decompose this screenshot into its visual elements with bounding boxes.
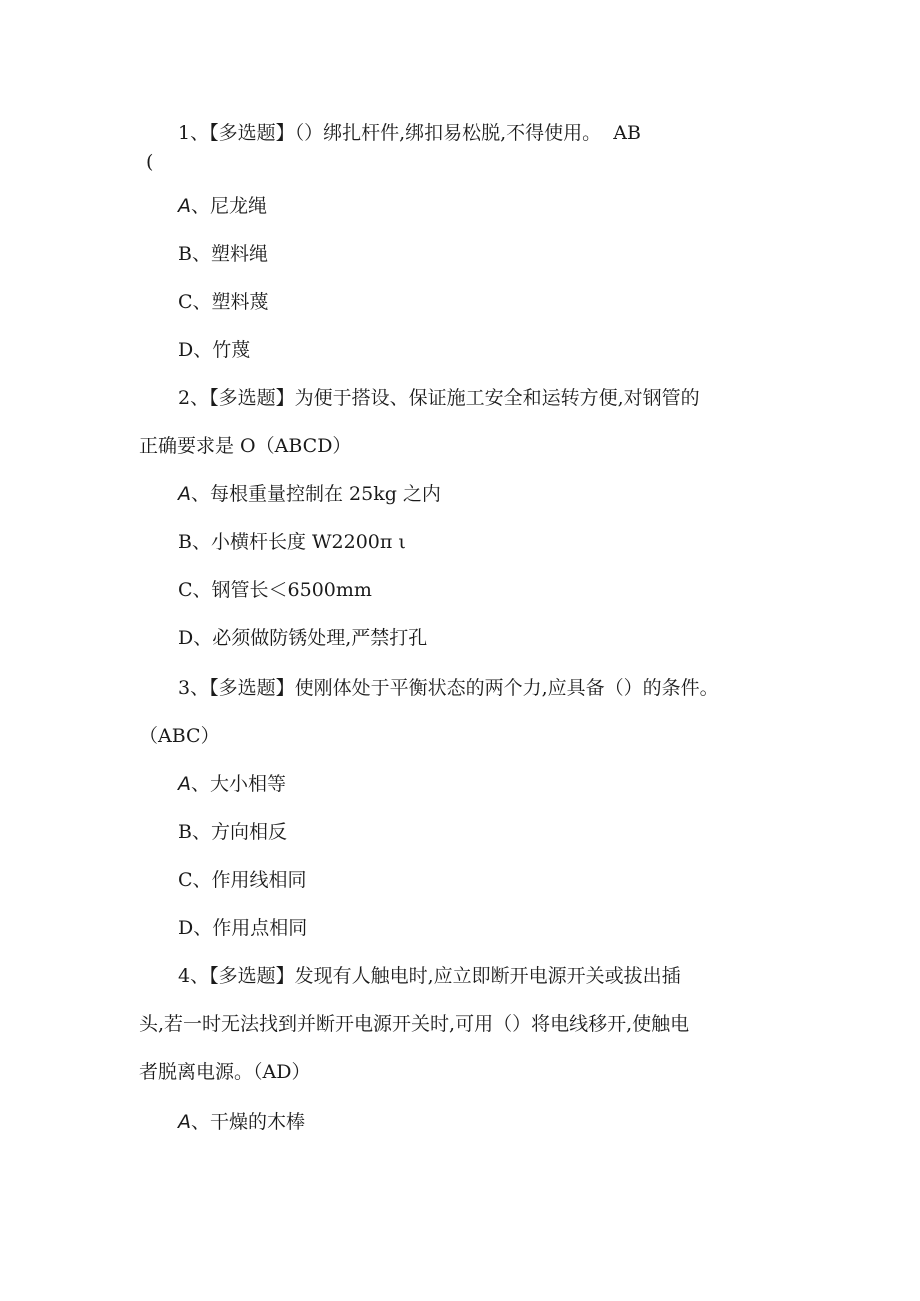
option-letter: B (178, 821, 192, 843)
question-2-option-d (178, 626, 427, 650)
question-2-option-a (178, 482, 441, 506)
option-text: 、竹蔑 (193, 339, 251, 361)
question-3-option-c (178, 868, 307, 892)
option-letter: B (178, 243, 192, 265)
question-3-line-1: 3、【多选题】使刚体处于平衡状态的两个力,应具备（）的条件。 (178, 677, 719, 699)
question-4-line-1: 4、【多选题】发现有人触电时,应立即断开电源开关或拔出插 (178, 965, 681, 987)
question-3-option-b (178, 820, 287, 844)
question-3-option-d (178, 916, 307, 940)
question-2-line-2: 正确要求是 O（ABCD） (139, 435, 352, 457)
option-letter: A (178, 773, 191, 795)
question-1-option-d (178, 338, 250, 362)
option-letter: C (178, 579, 193, 601)
question-2-option-b (178, 530, 406, 554)
option-text: 、方向相反 (191, 821, 287, 843)
option-text: 、作用线相同 (192, 869, 307, 891)
option-text: 、干燥的木棒 (191, 1111, 306, 1133)
question-4-line-3: 者脱离电源。（AD） (139, 1061, 311, 1083)
option-text: 、作用点相同 (193, 917, 308, 939)
option-letter: A (178, 483, 191, 505)
option-text: 、钢管长＜6500mm (192, 579, 372, 601)
option-letter: C (178, 869, 193, 891)
question-2-option-c (178, 578, 372, 602)
question-1-line-1: 1、【多选题】（）绑扎杆件,绑扣易松脱,不得使用。 AB (178, 122, 641, 144)
question-1-option-c (178, 290, 269, 314)
option-text: 、尼龙绳 (191, 195, 268, 217)
question-3-option-a (178, 772, 286, 796)
question-2-line-1: 2、【多选题】为便于搭设、保证施工安全和运转方便,对钢管的 (178, 387, 700, 409)
option-text: 、必须做防锈处理,严禁打孔 (193, 627, 428, 649)
option-letter: D (178, 339, 194, 361)
option-text: 、塑料蔑 (192, 291, 269, 313)
question-1-line-2: ( (146, 151, 154, 173)
option-letter: B (178, 531, 192, 553)
option-letter: D (178, 917, 194, 939)
question-4-line-2: 头,若一时无法找到并断开电源开关时,可用（）将电线移开,使触电 (139, 1013, 690, 1035)
option-text: 、小横杆长度 W2200π ι (191, 531, 406, 553)
option-text: 、大小相等 (191, 773, 287, 795)
option-letter: D (178, 627, 194, 649)
question-1-option-a (178, 194, 267, 218)
option-text: 、每根重量控制在 25kg 之内 (191, 483, 441, 505)
option-letter: A (178, 1111, 191, 1133)
question-1-option-b (178, 242, 268, 266)
question-4-option-a (178, 1110, 305, 1134)
option-letter: C (178, 291, 193, 313)
option-letter: A (178, 195, 191, 217)
option-text: 、塑料绳 (191, 243, 268, 265)
question-3-line-2: （ABC） (139, 725, 220, 747)
